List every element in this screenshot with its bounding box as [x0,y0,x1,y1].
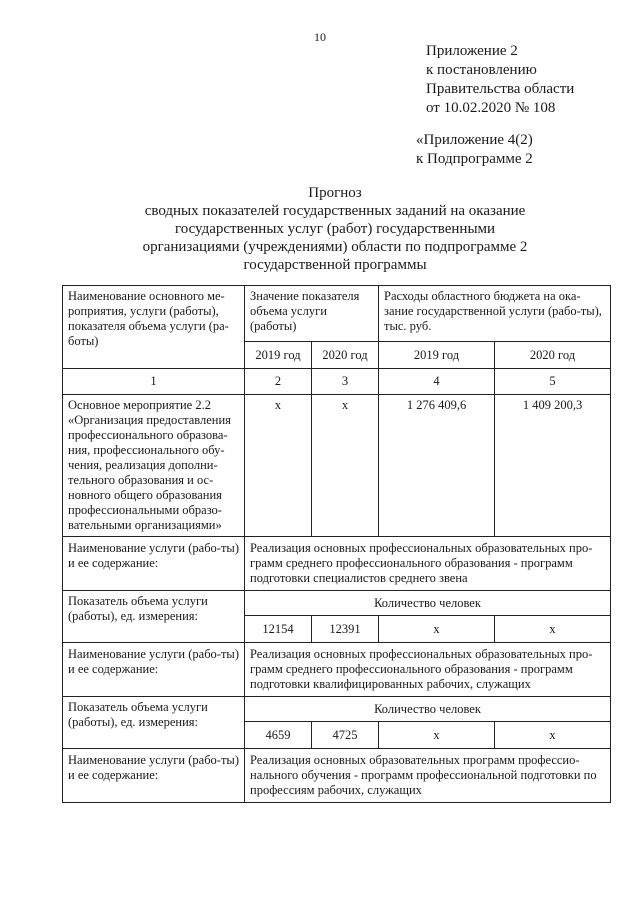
header-year: 2020 год [312,342,379,369]
main-event-name: Основное мероприятие 2.2 «Организация предоставления профессионального образова-ния, профессионального обу-чения, реализация дополни-тельного образования и ос-новного общего образования профессиональными образо-вательными организациями» [63,395,245,537]
service-name-label: Наименование услуги (рабо-ты) и ее содержание: [63,749,245,803]
service-content: Реализация основных профессиональных образовательных про-грамм среднего профессионального образования - программ подготовки специалистов среднего звена [245,537,611,591]
column-number: 4 [379,369,495,395]
indicator-value-2019: 4659 [245,722,312,749]
title-line: Прогноз [308,185,362,201]
service-content: Реализация основных образовательных программ профессио-нального обучения - программ профессиональной подготовки по профессиям рабочих, служащих [245,749,611,803]
appendix-line: «Приложение 4(2) [416,132,533,148]
appendix-line: от 10.02.2020 № 108 [426,100,556,116]
indicator-expense-2019: x [379,722,495,749]
column-number: 5 [495,369,611,395]
service-name-label: Наименование услуги (рабо-ты) и ее содержание: [63,643,245,697]
indicator-label: Показатель объема услуги (работы), ед. измерения: [63,697,245,749]
title-line: сводных показателей государственных заданий на оказание [144,203,526,219]
column-number: 3 [312,369,379,395]
indicator-value-2020: 4725 [312,722,379,749]
title-line: государственной программы [243,257,427,273]
main-event-expense-2020: 1 409 200,3 [495,395,611,537]
main-event-value-2020: x [312,395,379,537]
column-number: 2 [245,369,312,395]
document-title [100,184,570,274]
header-col3: Расходы областного бюджета на ока-зание государственной услуги (рабо-ты), тыс. руб. [379,286,611,342]
column-number: 1 [63,369,245,395]
indicator-label: Показатель объема услуги (работы), ед. измерения: [63,591,245,643]
header-col2: Значение показателя объема услуги (работы) [245,286,379,342]
header-year: 2020 год [495,342,611,369]
indicator-expense-2020: x [495,722,611,749]
title-line: государственных услуг (работ) государственными [174,221,496,237]
appendix-line: Правительства области [426,81,575,97]
indicator-unit: Количество человек [245,591,611,616]
page-number: 10 [314,30,326,44]
service-content: Реализация основных профессиональных образовательных про-грамм среднего профессионального образования - программ подготовки квалифицированных рабочих, служащих [245,643,611,697]
appendix-block [426,42,574,118]
service-name-label: Наименование услуги (рабо-ты) и ее содержание: [63,537,245,591]
appendix-line: к постановлению [426,62,537,78]
appendix-line: Приложение 2 [426,43,518,59]
forecast-table [62,285,611,803]
indicator-value-2020: 12391 [312,616,379,643]
header-year: 2019 год [379,342,495,369]
title-line: организациями (учреждениями) области по подпрограмме 2 [142,239,528,255]
appendix-block-2 [416,131,533,169]
main-event-value-2019: x [245,395,312,537]
header-col1: Наименование основного ме-роприятия, услуги (работы), показателя объема услуги (ра-боты) [63,286,245,369]
header-year: 2019 год [245,342,312,369]
indicator-expense-2020: x [495,616,611,643]
main-event-expense-2019: 1 276 409,6 [379,395,495,537]
indicator-value-2019: 12154 [245,616,312,643]
indicator-expense-2019: x [379,616,495,643]
indicator-unit: Количество человек [245,697,611,722]
appendix-line: к Подпрограмме 2 [416,151,533,167]
